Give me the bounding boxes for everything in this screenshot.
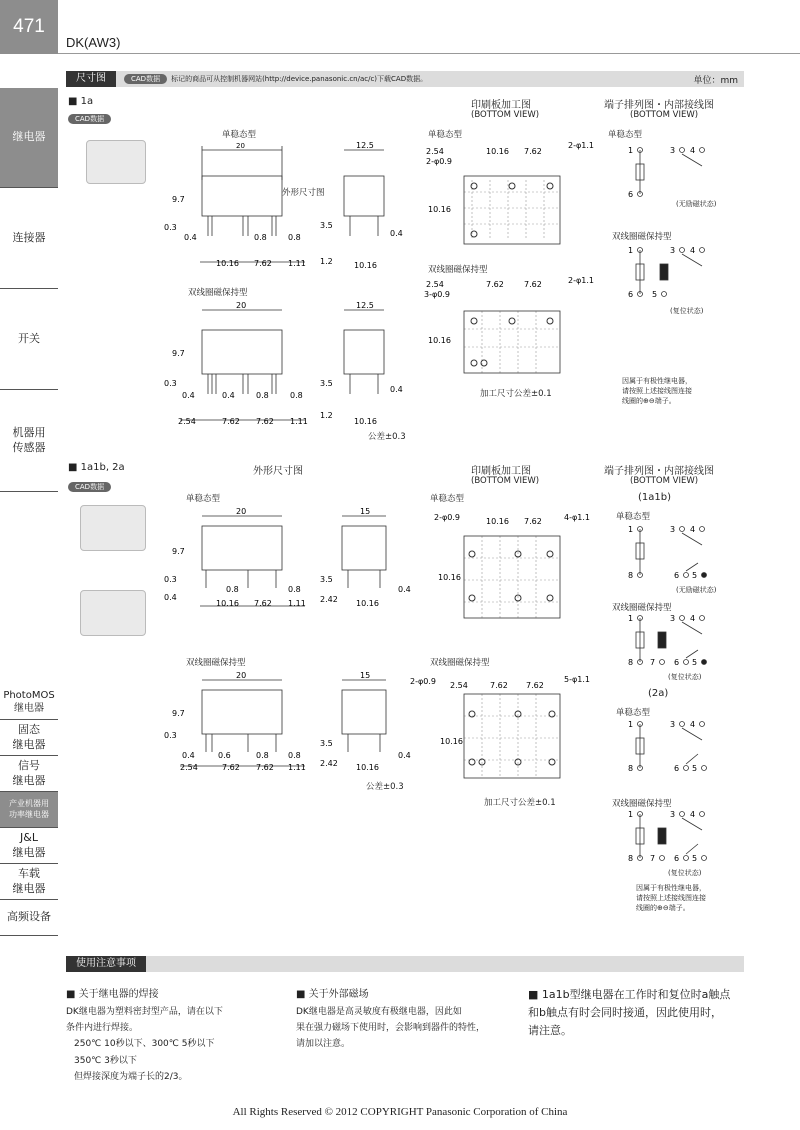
sidebar-item-connector[interactable] [0,188,58,289]
dim-term-width: 0.8 [288,585,301,594]
dim-hole: 2-φ0.9 [410,677,436,686]
dim-offset: 1.2 [320,411,333,420]
sidebar-item-power[interactable] [0,792,58,828]
dim-pitch: 10.16 [486,147,509,156]
sidebar-item-label: 信号 继电器 [12,759,46,787]
dimensions-bar [66,71,744,87]
dim-pitch: 2.54 [180,763,198,772]
outline-drawing-single-2 [160,506,320,612]
dim-depth: 12.5 [356,141,374,150]
pin-label: 5 [692,764,698,773]
header-rule [58,53,800,54]
model-title: DK(AW3) [66,35,121,50]
dim-depth: 15 [360,507,371,516]
pin-label: 5 [692,658,698,667]
soldering-line: 350℃ 3秒以下 [74,1055,137,1066]
sidebar-item-sensor[interactable] [0,390,58,492]
pin-label: 3 [670,246,676,255]
pin-label: 6 [674,854,680,863]
dim-pitch: 10.16 [216,599,239,608]
double-coil-label: 双线圈磁保持型 [186,658,246,668]
dim-term-width: 0.6 [218,751,231,760]
no-excite-label: (无励磁状态) [676,200,717,208]
pcb-title: 印刷板加工图 [471,466,531,477]
dim-pitch: 10.16 [354,261,377,270]
dim-height: 9.7 [172,349,185,358]
side-drawing-single [318,140,408,270]
cad-note: 标记的商品可从控制机器网站(http://device.panasonic.cn/ac/c)下载CAD数据。 [171,75,428,83]
relay-photo-1a1b [80,505,146,551]
dim-hole: 2-φ1.1 [568,141,594,150]
pin-label: 1 [628,246,634,255]
sidebar-item-photomos[interactable] [0,684,58,720]
pin-label: 6 [628,190,634,199]
side-drawing-double-2 [318,670,411,776]
contact-line: 和b触点有时会同时接通，因此使用时， [528,1006,722,1020]
pcb-subtitle: (BOTTOM VIEW) [471,476,540,486]
dim-pitch: 10.16 [428,205,451,214]
dim-pitch: 10.16 [438,573,461,582]
dim-term-width: 0.4 [398,585,411,594]
copyright-footer: All Rights Reserved © 2012 COPYRIGHT Panasonic Corporation of China [232,1106,568,1118]
usage-contact [528,986,730,1040]
pcb-single-label: 单稳态型 [428,130,463,140]
dim-offset: 2.42 [320,759,338,768]
dim-pitch: 10.16 [354,417,377,426]
dim-pitch: 10.16 [216,259,239,268]
dim-hole: 2-φ0.9 [434,513,460,522]
terminal-schematic-double [626,244,726,304]
dim-term-width: 0.4 [182,391,195,400]
dim-term-length: 3.5 [320,575,333,584]
pin-label: 4 [690,146,696,155]
magnetic-heading: ■ 关于外部磁场 [296,989,369,1000]
pin-label: 3 [670,525,676,534]
dim-width: 20 [236,301,247,310]
pin-label: 8 [628,764,634,773]
contact-line: ■ 1a1b型继电器在工作时和复位时a触点 [528,988,731,1001]
term-double-label: 双线圈磁保持型 [612,232,672,242]
sidebar-item-auto[interactable] [0,864,58,900]
section-title-1a: ■ 1a [68,96,94,107]
magnetic-line: 请加以注意。 [296,1039,351,1050]
soldering-line: DK继电器为塑料密封型产品，请在以下 [66,1007,223,1017]
relay-photo-1a [86,140,146,184]
dim-term-length: 3.5 [320,739,333,748]
soldering-heading: ■ 关于继电器的焊接 [66,989,159,1000]
pin-label: 8 [628,571,634,580]
pin-label: 1 [628,720,634,729]
dim-pitch: 10.16 [440,737,463,746]
dim-offset: 0.3 [164,731,177,740]
dim-offset: 0.3 [164,223,177,232]
dim-term-length: 3.5 [320,379,333,388]
dim-pitch: 10.16 [486,517,509,526]
dim-term-width: 0.4 [390,229,403,238]
terminal-subtitle: (BOTTOM VIEW) [630,476,699,486]
tolerance-label: 公差±0.3 [368,432,406,442]
pin-label: 4 [690,810,696,819]
cad-badge[interactable]: CAD数据 [68,482,111,492]
term-double-label-2a: 双线圈磁保持型 [612,799,672,809]
terminal-subtitle: (BOTTOM VIEW) [630,110,699,120]
no-excite-label: (无励磁状态) [676,586,717,594]
pin-label: 4 [690,614,696,623]
term-single-label: 单稳态型 [616,512,651,522]
pin-label: 6 [674,571,680,580]
section-title-1a1b-2a: ■ 1a1b, 2a [68,462,125,473]
dim-pitch: 7.62 [490,681,508,690]
terminal-schematic-single [626,144,726,204]
dim-pitch: 1.11 [290,417,308,426]
pin-label: 5 [692,571,698,580]
relay-photo-2a [80,590,146,636]
pin-label: 1 [628,810,634,819]
pin-label: 6 [628,290,634,299]
pcb-grid-double [424,275,604,380]
pcb-single-label: 单稳态型 [430,494,465,504]
dim-term-width: 0.8 [288,751,301,760]
term-single-label: 单稳态型 [608,130,643,140]
term-single-label-2a: 单稳态型 [616,708,651,718]
pin-label: 8 [628,854,634,863]
dim-pitch: 7.62 [254,259,272,268]
pcb-double-label: 双线圈磁保持型 [430,658,490,668]
side-drawing-single-2 [318,506,411,612]
pin-label: 1 [628,146,634,155]
reset-label: (复位状态) [670,307,704,315]
pin-label: 7 [650,854,656,863]
dim-offset: 1.2 [320,257,333,266]
pcb-grid-double-2 [410,670,606,788]
page-number: 471 [0,0,58,54]
pin-label: 3 [670,146,676,155]
single-stable-label: 单稳态型 [186,494,221,504]
soldering-line: 条件内进行焊接。 [66,1023,139,1034]
dim-term-width: 0.4 [222,391,235,400]
terminal-title: 端子排列图・内部接线图 [604,466,714,477]
outline-label: 外形尺寸图 [282,188,325,198]
dim-pitch: 7.62 [222,763,240,772]
pin-label: 4 [690,246,696,255]
double-coil-label: 双线圈磁保持型 [188,288,248,298]
pcb-double-label: 双线圈磁保持型 [428,265,488,275]
usage-soldering [66,986,223,1085]
dim-term-width: 0.4 [390,385,403,394]
sidebar-item-relay[interactable] [0,88,58,188]
pin-label: 4 [690,720,696,729]
sidebar-item-label: J&L 继电器 [12,831,46,859]
dim-width: 20 [236,671,247,680]
dim-pitch: 1.11 [288,259,306,268]
sidebar-item-switch[interactable] [0,289,58,390]
dim-pitch: 7.62 [222,417,240,426]
sidebar-item-label: 固态 继电器 [12,723,46,751]
dim-hole: 2-φ0.9 [426,157,452,166]
pin-label: 7 [650,658,656,667]
dim-pitch: 10.16 [356,599,379,608]
reset-label-2a: (复位状态) [668,869,702,877]
dim-term-width: 0.8 [256,751,269,760]
dim-depth: 12.5 [356,301,374,310]
dim-height: 9.7 [172,547,185,556]
dim-pitch: 1.11 [288,599,306,608]
polar-note: 因属于有极性继电器， 请按照上述接线图连接 线圈的⊕⊖端子。 [622,377,692,405]
pcb-subtitle: (BOTTOM VIEW) [471,110,540,120]
tolerance-label: 公差±0.3 [366,782,404,792]
pin-label: 1 [628,614,634,623]
cad-badge[interactable]: CAD数据 [124,74,167,84]
sidebar-item-ssr[interactable] [0,720,58,756]
terminal-schematic-2a-single [626,718,726,778]
polar-note: 因属于有极性继电器， 请按照上述接线图连接 线圈的⊕⊖端子。 [636,884,706,912]
dim-term-width: 0.4 [182,751,195,760]
usage-bar [66,956,744,972]
pcb-grid-single-2 [424,506,604,624]
dim-hole: 2-φ1.1 [568,276,594,285]
pcb-grid-single [424,140,604,260]
dim-height: 9.7 [172,195,185,204]
sidebar-item-label: 机器用 传感器 [12,426,46,454]
sidebar-item-label: 继电器 [12,130,46,144]
dim-term-width: 0.8 [290,391,303,400]
dim-pitch: 10.16 [428,336,451,345]
pin-label: 5 [652,290,658,299]
pin-label: 3 [670,810,676,819]
dim-width: 20 [236,507,247,516]
pin-label: 1 [628,525,634,534]
dim-term-width: 0.8 [256,391,269,400]
sidebar-item-signal[interactable] [0,756,58,792]
dim-pitch: 7.62 [526,681,544,690]
dim-term-width: 0.4 [398,751,411,760]
reset-label: (复位状态) [668,673,702,681]
dim-term-width: 0.8 [254,233,267,242]
process-tolerance-label: 加工尺寸公差±0.1 [484,798,556,808]
dim-pitch: 7.62 [254,599,272,608]
outline-title: 外形尺寸图 [253,466,303,477]
usage-title: 使用注意事项 [66,956,146,972]
pin-label: 5 [692,854,698,863]
dim-width: 20 [236,142,245,150]
dim-pitch: 7.62 [256,417,274,426]
dim-hole: 4-φ1.1 [564,513,590,522]
sidebar-item-label: 产业机器用 功率继电器 [9,799,49,819]
magnetic-line: 果在强力磁场下使用时，会影响到器件的特性， [296,1023,486,1034]
sidebar-item-jl[interactable] [0,828,58,864]
dim-pitch: 2.54 [178,417,196,426]
sidebar-item-label: PhotoMOS 继电器 [3,689,55,714]
dim-pitch: 7.62 [486,280,504,289]
dim-pitch: 7.62 [524,280,542,289]
dim-hole: 3-φ0.9 [424,290,450,299]
dim-pitch: 2.54 [426,147,444,156]
sidebar-item-label: 开关 [18,331,40,345]
terminal-title: 端子排列图・内部接线图 [604,100,714,111]
type-2a: (2a) [648,688,669,699]
dim-term-width: 0.4 [164,593,177,602]
outline-drawing-double [160,300,320,430]
usage-magnetic [296,986,485,1053]
dim-offset: 0.3 [164,379,177,388]
process-tolerance-label: 加工尺寸公差±0.1 [480,389,552,399]
terminal-schematic-1a1b-single [626,523,726,583]
pin-label: 3 [670,720,676,729]
contact-line: 请注意。 [528,1024,572,1038]
dim-pitch: 10.16 [356,763,379,772]
type-1a1b: (1a1b) [638,492,672,503]
dim-offset: 0.3 [164,575,177,584]
dim-term-width: 0.4 [184,233,197,242]
dimensions-title: 尺寸图 [66,71,116,87]
dim-term-width: 0.8 [288,233,301,242]
dim-depth: 15 [360,671,371,680]
dim-height: 9.7 [172,709,185,718]
magnetic-line: DK继电器是高灵敏度有极继电器，因此如 [296,1007,462,1017]
outline-drawing-double-2 [160,670,320,776]
pin-label: 4 [690,525,696,534]
cad-badge[interactable]: CAD数据 [68,114,111,124]
terminal-schematic-2a-double [626,808,726,868]
dim-pitch: 2.54 [450,681,468,690]
dim-pitch: 1.11 [288,763,306,772]
pin-label: 3 [670,614,676,623]
sidebar-item-label: 连接器 [12,230,46,244]
pin-label: 6 [674,658,680,667]
pin-label: 8 [628,658,634,667]
dim-pitch: 7.62 [524,517,542,526]
terminal-schematic-1a1b-double [626,612,726,672]
outline-drawing-single [160,140,320,270]
side-drawing-double [318,300,408,430]
dim-term-width: 0.8 [226,585,239,594]
dim-offset: 2.42 [320,595,338,604]
dim-pitch: 7.62 [256,763,274,772]
soldering-line: 250℃ 10秒以下、300℃ 5秒以下 [74,1039,215,1050]
unit-label: 单位：mm [693,75,738,86]
dim-hole: 5-φ1.1 [564,675,590,684]
dim-pitch: 7.62 [524,147,542,156]
pcb-title: 印刷板加工图 [471,100,531,111]
dim-term-length: 3.5 [320,221,333,230]
sidebar-item-label: 高频设备 [7,910,51,924]
sidebar-item-rf[interactable] [0,900,58,936]
pin-label: 6 [674,764,680,773]
term-double-label: 双线圈磁保持型 [612,603,672,613]
single-stable-label: 单稳态型 [222,130,257,140]
dim-pitch: 2.54 [426,280,444,289]
soldering-line: 但焊接深度为端子长的2/3。 [74,1071,188,1082]
sidebar-item-label: 车载 继电器 [12,867,46,895]
